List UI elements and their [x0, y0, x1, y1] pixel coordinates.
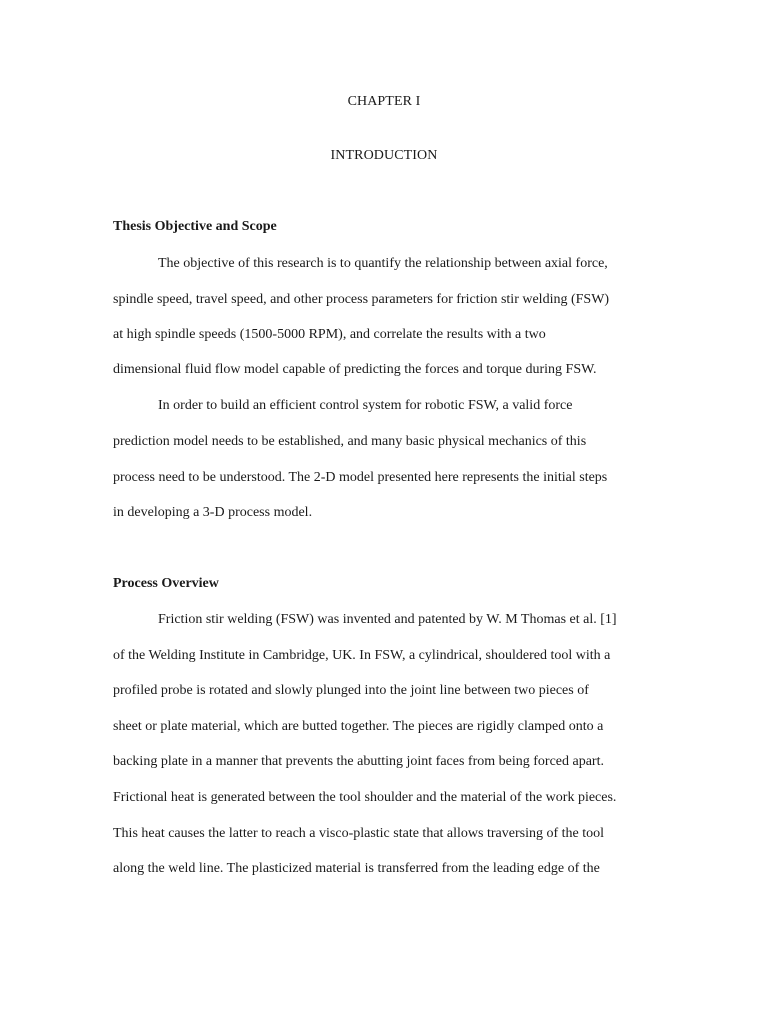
paragraph-line: dimensional fluid flow model capable of predicting the forces and torque during FSW. [113, 362, 597, 377]
paragraph-line: spindle speed, travel speed, and other process parameters for friction stir welding (FSW) [113, 292, 610, 307]
paragraph-line: This heat causes the latter to reach a visco-plastic state that allows traversing of the tool [113, 826, 604, 841]
paragraph-line: Frictional heat is generated between the tool shoulder and the material of the work pieces. [113, 790, 617, 805]
paragraph-line: in developing a 3-D process model. [113, 505, 313, 520]
paragraph-line: along the weld line. The plasticized material is transferred from the leading edge of the [113, 861, 600, 876]
paragraph-line: sheet or plate material, which are butted together. The pieces are rigidly clamped onto a [113, 719, 604, 734]
section-heading-objective: Thesis Objective and Scope [113, 219, 277, 234]
paragraph-line: prediction model needs to be established, and many basic physical mechanics of this [113, 434, 587, 449]
paragraph-line: In order to build an efficient control system for robotic FSW, a valid force [158, 398, 573, 413]
paragraph-line: profiled probe is rotated and slowly plunged into the joint line between two pieces of [113, 683, 589, 698]
chapter-number: CHAPTER I [347, 94, 421, 109]
paragraph-line: process need to be understood. The 2-D model presented here represents the initial steps [113, 470, 608, 485]
paragraph-line: Friction stir welding (FSW) was invented and patented by W. M Thomas et al. [1] [158, 612, 617, 627]
paragraph-line: backing plate in a manner that prevents the abutting joint faces from being forced apart. [113, 754, 604, 769]
chapter-title: INTRODUCTION [330, 148, 438, 163]
section-heading-process-overview: Process Overview [113, 576, 219, 591]
paragraph-line: of the Welding Institute in Cambridge, UK. In FSW, a cylindrical, shouldered tool with a [113, 648, 611, 663]
paragraph-line: The objective of this research is to quantify the relationship between axial force, [158, 256, 608, 271]
paragraph-line: at high spindle speeds (1500-5000 RPM), and correlate the results with a two [113, 327, 546, 342]
